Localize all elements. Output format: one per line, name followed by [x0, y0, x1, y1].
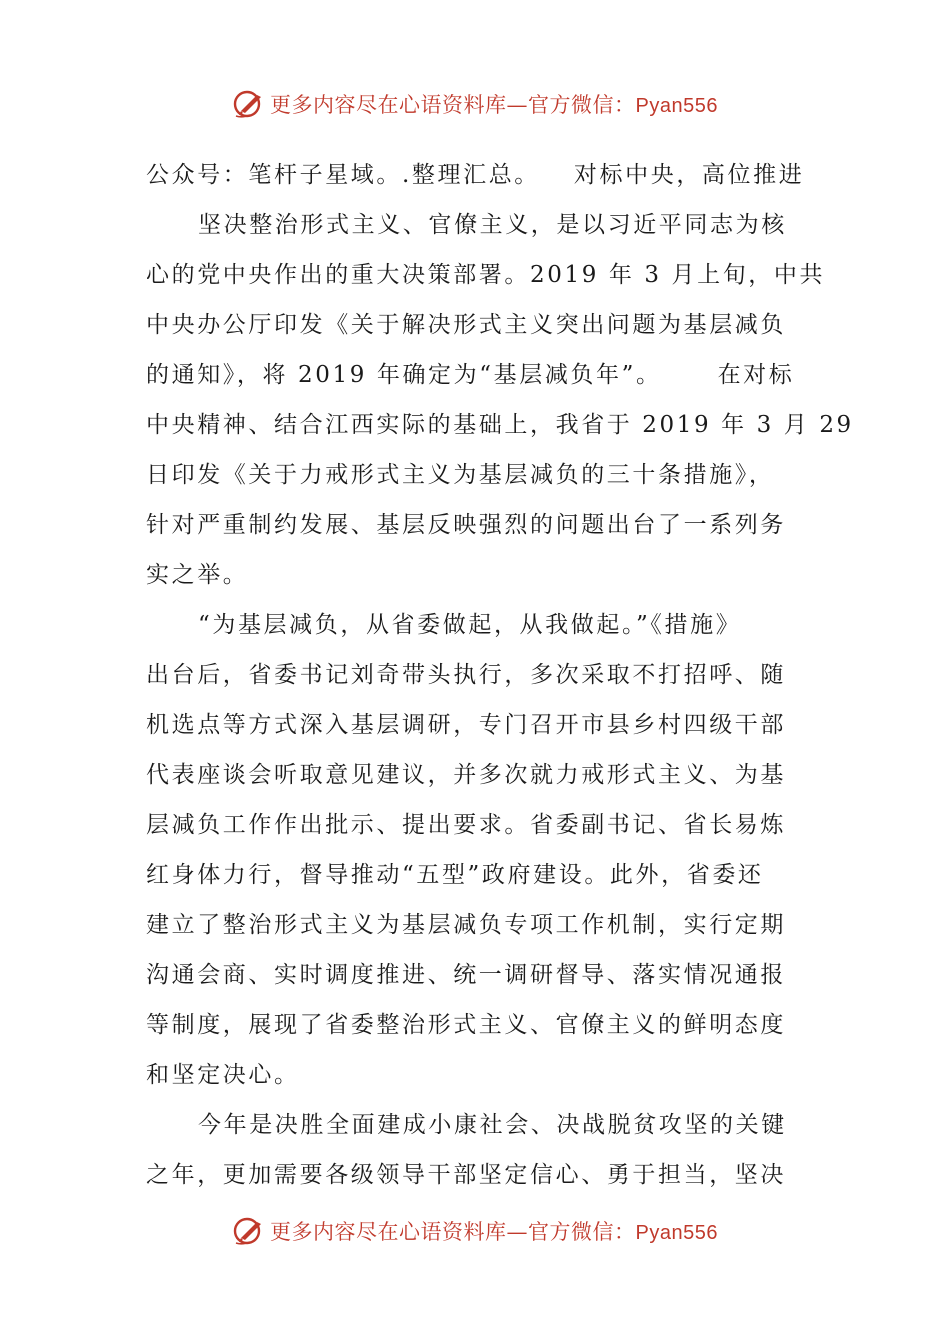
watermark-contact: Pyan556: [635, 95, 718, 117]
paragraph-2-line-6: 红身体力行，督导推动“五型”政府建设。此外，省委还: [146, 862, 764, 888]
section-heading: 对标中央，高位推进: [573, 162, 805, 188]
watermark-text: 更多内容尽在心语资料库—官方微信：Pyan556: [270, 93, 718, 117]
pen-logo-icon: [232, 1214, 266, 1248]
paragraph-1-line-6: 日印发《关于力戒形式主义为基层减负的三十条措施》，: [146, 462, 775, 488]
paragraph-2-line-10: 和坚定决心。: [146, 1062, 300, 1088]
paragraph-2-line-2: 出台后，省委书记刘奇带头执行，多次采取不打招呼、随: [146, 662, 786, 688]
paragraph-2-line-9: 等制度，展现了省委整治形式主义、官僚主义的鲜明态度: [146, 1012, 786, 1038]
source-and-heading-line: [146, 150, 806, 200]
paragraph-3-line-2: 之年，更加需要各级领导干部坚定信心、勇于担当，坚决: [146, 1162, 786, 1188]
paragraph-3-line-1: 今年是决胜全面建成小康社会、决战脱贫攻坚的关键: [198, 1112, 787, 1138]
paragraph-2-line-4: 代表座谈会听取意见建议，并多次就力戒形式主义、为基: [146, 762, 786, 788]
pen-logo-icon: [232, 87, 266, 121]
watermark-banner-bottom: [0, 1211, 950, 1251]
inline-continuation: 在对标: [717, 362, 795, 388]
paragraph-1-line-8: 实之举。: [146, 562, 249, 588]
watermark-text: 更多内容尽在心语资料库—官方微信：Pyan556: [270, 1220, 718, 1244]
document-body: [146, 150, 854, 1200]
paragraph-2-line-1: “为基层减负，从省委做起，从我做起。”《措施》: [198, 612, 742, 638]
paragraph-1-line-7: 针对严重制约发展、基层反映强烈的问题出台了一系列务: [146, 512, 786, 538]
source-note: 公众号：笔杆子星域。.整理汇总。: [146, 162, 540, 188]
watermark-contact: Pyan556: [635, 1222, 718, 1244]
watermark-banner-top: [0, 84, 950, 124]
paragraph-2-line-3: 机选点等方式深入基层调研，专门召开市县乡村四级干部: [146, 712, 786, 738]
paragraph-1-line-3: 中央办公厅印发《关于解决形式主义突出问题为基层减负: [146, 312, 786, 338]
paragraph-1-line-4: 的通知》，将 2019 年确定为“基层减负年”。 在对标: [146, 362, 795, 388]
paragraph-2-line-5: 层减负工作作出批示、提出要求。省委副书记、省长易炼: [146, 812, 786, 838]
paragraph-2-line-8: 沟通会商、实时调度推进、统一调研督导、落实情况通报: [146, 962, 786, 988]
paragraph-1-line-1: 坚决整治形式主义、官僚主义，是以习近平同志为核: [198, 212, 787, 238]
paragraph-2-line-7: 建立了整治形式主义为基层减负专项工作机制，实行定期: [146, 912, 786, 938]
paragraph-1-line-2: 心的党中央作出的重大决策部署。2019 年 3 月上旬，中共: [146, 262, 826, 288]
paragraph-1-line-5: 中央精神、结合江西实际的基础上，我省于 2019 年 3 月 29: [146, 412, 854, 438]
